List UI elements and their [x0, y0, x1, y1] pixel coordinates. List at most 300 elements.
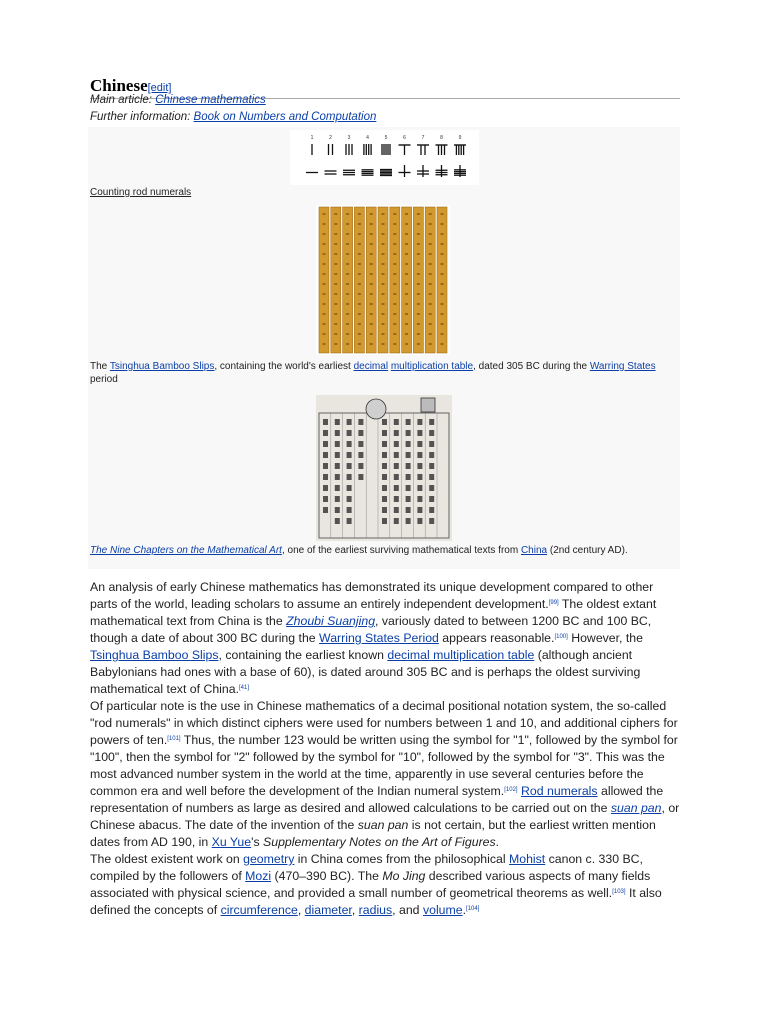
slip-character: [405, 283, 408, 285]
book-character: [358, 441, 363, 447]
slip-character: [370, 233, 373, 235]
book-character: [347, 485, 352, 491]
book-character: [382, 430, 387, 436]
book-character: [335, 441, 340, 447]
book-character: [335, 496, 340, 502]
rod-digit-label: 5: [384, 135, 388, 141]
slip-character: [370, 273, 373, 275]
slip-character: [441, 303, 444, 305]
slip-character: [405, 333, 408, 335]
slip-character: [429, 343, 432, 345]
book-character: [417, 419, 422, 425]
slip-character: [370, 333, 373, 335]
slip-character: [429, 223, 432, 225]
slip-character: [382, 263, 385, 265]
inline-link[interactable]: multiplication table: [390, 361, 474, 372]
book-character: [417, 474, 422, 480]
book-character: [323, 474, 328, 480]
slip-character: [429, 323, 432, 325]
slip-character: [334, 243, 337, 245]
slip-character: [393, 263, 396, 265]
text-run: , and: [392, 903, 423, 917]
slip-character: [405, 293, 408, 295]
slip-character: [441, 253, 444, 255]
book-character: [394, 452, 399, 458]
text-run: It also defined the concepts of: [90, 886, 662, 917]
citation-ref[interactable]: [104]: [466, 906, 480, 912]
bamboo-slip: [413, 207, 423, 353]
further-info-link[interactable]: Book on Numbers and Computation: [193, 111, 377, 123]
slip-character: [441, 313, 444, 315]
book-character: [382, 485, 387, 491]
book-character: [323, 419, 328, 425]
slip-character: [334, 273, 337, 275]
text-run: appears reasonable.: [438, 631, 555, 645]
slip-character: [358, 303, 361, 305]
book-character: [429, 452, 434, 458]
slip-character: [370, 303, 373, 305]
italic-text: suan pan: [357, 818, 409, 832]
slip-character: [441, 213, 444, 215]
text-run: The oldest extant mathematical text from China is the: [90, 597, 657, 628]
slip-character: [417, 313, 420, 315]
slip-character: [334, 253, 337, 255]
book-character: [323, 441, 328, 447]
slip-character: [405, 303, 408, 305]
slip-character: [370, 223, 373, 225]
slip-character: [417, 273, 420, 275]
slip-character: [334, 343, 337, 345]
inline-link[interactable]: Mohist: [509, 852, 546, 866]
bamboo-slip: [331, 207, 341, 353]
slip-character: [382, 213, 385, 215]
slip-character: [393, 253, 396, 255]
slip-character: [417, 243, 420, 245]
book-character: [323, 463, 328, 469]
slip-character: [429, 303, 432, 305]
rod-digit-label: 2: [329, 135, 332, 141]
slip-character: [334, 313, 337, 315]
book-character: [429, 430, 434, 436]
slip-character: [370, 343, 373, 345]
slip-character: [382, 313, 385, 315]
text-run: , or Chinese abacus. The date of the invention of the: [90, 801, 680, 832]
slip-character: [405, 343, 408, 345]
slip-character: [334, 263, 337, 265]
text-run: .: [462, 903, 467, 917]
slip-character: [429, 283, 432, 285]
slip-character: [393, 323, 396, 325]
text-run: period: [90, 374, 118, 385]
text-run: , variously dated to between 1200 BC and 100 BC, though a date of about 300 BC during the: [90, 614, 652, 645]
book-character: [323, 430, 328, 436]
slip-character: [323, 293, 326, 295]
slip-character: [346, 263, 349, 265]
slip-character: [405, 263, 408, 265]
book-character: [394, 518, 399, 524]
slip-character: [370, 283, 373, 285]
book-character: [406, 430, 411, 436]
book-character: [358, 463, 363, 469]
inline-link[interactable]: geometry: [243, 852, 295, 866]
text-run: Of particular note is the use in Chinese mathematics of a decimal positional notation system, the so-called "rod numerals" in which distinct ciphers were used for numbers between 1 and 10, and additional ciphers for powers of ten.: [90, 699, 678, 747]
slip-character: [370, 313, 373, 315]
paragraph: [90, 698, 680, 851]
slip-character: [323, 263, 326, 265]
slip-character: [417, 263, 420, 265]
text-run: , containing the earliest known: [218, 648, 388, 662]
paragraph: [90, 579, 680, 698]
slip-character: [346, 283, 349, 285]
slip-character: [429, 233, 432, 235]
slip-character: [323, 273, 326, 275]
inline-link[interactable]: Zhoubi Suanjing: [286, 614, 376, 628]
inline-link[interactable]: decimal: [353, 361, 389, 372]
book-character: [323, 485, 328, 491]
slip-character: [405, 213, 408, 215]
slip-character: [382, 293, 385, 295]
slip-character: [393, 333, 396, 335]
book-character: [335, 518, 340, 524]
book-character: [347, 441, 352, 447]
slip-character: [346, 293, 349, 295]
slip-character: [382, 253, 385, 255]
book-character: [406, 452, 411, 458]
slip-character: [334, 283, 337, 285]
book-character: [347, 430, 352, 436]
inline-link[interactable]: Mozi: [245, 869, 272, 883]
main-article-link[interactable]: Chinese mathematics: [155, 94, 266, 106]
text-run: canon c. 330 BC, compiled by the followers of: [90, 852, 643, 883]
inline-link[interactable]: The Nine Chapters on the Mathematical Art: [90, 545, 282, 556]
citation-ref[interactable]: [41]: [239, 685, 250, 691]
text-run: The oldest existent work on: [90, 852, 244, 866]
inline-link[interactable]: decimal multiplication table: [387, 648, 535, 662]
slip-character: [393, 243, 396, 245]
book-character: [358, 452, 363, 458]
slip-character: [323, 223, 326, 225]
book-character: [358, 430, 363, 436]
paragraph: [90, 851, 680, 919]
book-character: [429, 474, 434, 480]
book-character: [382, 463, 387, 469]
book-character: [417, 441, 422, 447]
slip-character: [393, 273, 396, 275]
slip-character: [441, 263, 444, 265]
nine-chapters-book-image[interactable]: [316, 395, 452, 541]
slip-character: [382, 343, 385, 345]
rod-digit-label: 6: [403, 135, 406, 141]
slip-character: [382, 223, 385, 225]
slip-character: [429, 253, 432, 255]
book-character: [417, 430, 422, 436]
book-character: [417, 452, 422, 458]
book-character: [429, 496, 434, 502]
slip-character: [323, 323, 326, 325]
slip-character: [429, 313, 432, 315]
slip-character: [358, 283, 361, 285]
slip-character: [334, 223, 337, 225]
slip-character: [441, 293, 444, 295]
slip-character: [405, 323, 408, 325]
inline-link[interactable]: Tsinghua Bamboo Slips: [109, 361, 215, 372]
slip-character: [358, 323, 361, 325]
rod-numerals-caption-link[interactable]: Counting rod numerals: [90, 187, 192, 198]
bamboo-slips-caption: [90, 360, 678, 386]
slip-character: [441, 233, 444, 235]
book-character: [382, 496, 387, 502]
slip-character: [429, 213, 432, 215]
slip-character: [334, 293, 337, 295]
further-info-hatnote: Further information: Book on Numbers and Computation: [90, 111, 377, 123]
slip-character: [370, 263, 373, 265]
text-run: (2nd century AD).: [547, 545, 628, 556]
slip-character: [393, 223, 396, 225]
slip-character: [370, 293, 373, 295]
book-character: [406, 441, 411, 447]
bamboo-slip: [366, 207, 376, 353]
slip-character: [323, 253, 326, 255]
slip-character: [429, 243, 432, 245]
slip-character: [323, 233, 326, 235]
slip-character: [346, 343, 349, 345]
book-character: [394, 474, 399, 480]
book-character: [335, 474, 340, 480]
book-character: [335, 485, 340, 491]
inline-link[interactable]: China: [520, 545, 548, 556]
citation-ref[interactable]: [101]: [167, 736, 181, 742]
slip-character: [393, 343, 396, 345]
book-character: [406, 474, 411, 480]
inline-link[interactable]: Warring States: [589, 361, 656, 372]
book-character: [335, 463, 340, 469]
text-run: (although ancient Babylonians had ones with a base of 60), is dated around 305 BC and is perhaps the oldest surviving mathematical text of China.: [90, 648, 641, 696]
slip-character: [323, 313, 326, 315]
slip-character: [346, 303, 349, 305]
citation-ref[interactable]: [102]: [504, 787, 518, 793]
text-run: The: [90, 361, 110, 372]
slip-character: [405, 273, 408, 275]
text-run: , containing the world's earliest: [214, 361, 354, 372]
counting-rod-numerals-image[interactable]: [290, 130, 479, 185]
book-character: [347, 496, 352, 502]
slip-character: [405, 223, 408, 225]
slip-character: [441, 223, 444, 225]
slip-character: [393, 283, 396, 285]
book-character: [394, 463, 399, 469]
inline-link[interactable]: Tsinghua Bamboo Slips: [90, 648, 219, 662]
text-run: .: [495, 835, 500, 849]
book-character: [382, 452, 387, 458]
slip-character: [417, 283, 420, 285]
slip-character: [382, 333, 385, 335]
book-character: [347, 474, 352, 480]
slip-character: [429, 273, 432, 275]
slip-character: [346, 233, 349, 235]
book-character: [347, 507, 352, 513]
bamboo-slip: [343, 207, 353, 353]
book-character: [429, 463, 434, 469]
article-body: [90, 579, 680, 919]
slip-character: [370, 253, 373, 255]
slip-character: [441, 283, 444, 285]
inline-link[interactable]: diameter: [304, 903, 352, 917]
book-character: [406, 496, 411, 502]
slip-character: [323, 343, 326, 345]
text-run: in China comes from the philosophical: [294, 852, 509, 866]
slip-character: [417, 213, 420, 215]
inline-link[interactable]: Rod numerals: [521, 784, 598, 798]
slip-character: [334, 233, 337, 235]
slip-character: [346, 243, 349, 245]
slip-character: [334, 303, 337, 305]
book-character: [382, 518, 387, 524]
book-character: [429, 419, 434, 425]
book-character: [417, 496, 422, 502]
slip-character: [417, 223, 420, 225]
inline-link[interactable]: volume: [422, 903, 463, 917]
book-character: [429, 441, 434, 447]
slip-character: [382, 323, 385, 325]
bamboo-slip: [390, 207, 400, 353]
slip-character: [358, 253, 361, 255]
slip-character: [370, 213, 373, 215]
slip-character: [382, 273, 385, 275]
book-character: [323, 452, 328, 458]
slip-character: [346, 333, 349, 335]
book-character: [358, 419, 363, 425]
slip-character: [358, 243, 361, 245]
slip-character: [346, 273, 349, 275]
main-article-hatnote: Main article: Chinese mathematics: [90, 94, 266, 106]
book-character: [394, 496, 399, 502]
slip-character: [358, 213, 361, 215]
slip-character: [323, 303, 326, 305]
tsinghua-bamboo-slips-image[interactable]: [316, 205, 450, 355]
text-run: described various aspects of many fields associated with physical science, and provided a small number of geometrical theorems as well.: [90, 869, 651, 900]
text-run: , dated 305 BC during the: [473, 361, 590, 372]
slip-character: [358, 343, 361, 345]
bamboo-slip: [437, 207, 447, 353]
book-character: [406, 518, 411, 524]
book-character: [323, 507, 328, 513]
citation-ref[interactable]: [103]: [612, 889, 626, 895]
book-character: [335, 430, 340, 436]
text-run: is not certain, but the earliest written mention dates from AD 190, in: [90, 818, 656, 849]
book-character: [335, 507, 340, 513]
slip-character: [346, 323, 349, 325]
slip-character: [405, 243, 408, 245]
inline-link[interactable]: radius: [358, 903, 393, 917]
italic-text: Supplementary Notes on the Art of Figures: [263, 835, 496, 849]
slip-character: [441, 333, 444, 335]
rod-digit-label: 7: [421, 135, 425, 141]
bamboo-slip: [425, 207, 435, 353]
slip-character: [334, 333, 337, 335]
book-character: [417, 485, 422, 491]
inline-link[interactable]: Xu Yue: [211, 835, 252, 849]
slip-character: [358, 263, 361, 265]
rod-digit-label: 8: [440, 135, 443, 141]
book-character: [382, 441, 387, 447]
book-character: [394, 419, 399, 425]
slip-character: [346, 313, 349, 315]
slip-character: [334, 323, 337, 325]
slip-character: [429, 293, 432, 295]
inline-link[interactable]: Warring States Period: [319, 631, 439, 645]
edit-link[interactable]: [edit]: [147, 82, 172, 94]
book-character: [382, 474, 387, 480]
book-character: [406, 463, 411, 469]
book-character: [417, 518, 422, 524]
book-character: [358, 474, 363, 480]
slip-character: [441, 273, 444, 275]
book-character: [394, 430, 399, 436]
slip-character: [441, 343, 444, 345]
slip-character: [358, 223, 361, 225]
citation-ref[interactable]: [99]: [548, 600, 559, 606]
book-character: [347, 452, 352, 458]
nine-chapters-caption: [90, 544, 678, 557]
bamboo-slip: [402, 207, 412, 353]
slip-character: [405, 233, 408, 235]
slip-character: [405, 313, 408, 315]
slip-character: [323, 333, 326, 335]
seal-stamp: [421, 398, 435, 412]
slip-character: [393, 293, 396, 295]
slip-character: [382, 283, 385, 285]
text-run: ,: [351, 903, 359, 917]
slip-character: [323, 243, 326, 245]
text-run: allowed the representation of numbers as large as desired and allowed calculations to be carried out on the: [90, 784, 664, 815]
text-run: (470–390 BC). The: [271, 869, 383, 883]
slip-character: [358, 333, 361, 335]
book-character: [406, 507, 411, 513]
citation-ref[interactable]: [100]: [554, 634, 568, 640]
slip-character: [417, 253, 420, 255]
slip-character: [346, 223, 349, 225]
slip-character: [346, 213, 349, 215]
slip-character: [429, 333, 432, 335]
text-run: An analysis of early Chinese mathematics has demonstrated its unique development compared to other parts of the world, leading scholars to assume an entirely independent development.: [90, 580, 654, 611]
book-character: [323, 496, 328, 502]
book-character: [347, 463, 352, 469]
slip-character: [417, 343, 420, 345]
bamboo-slip: [378, 207, 388, 353]
book-character: [394, 507, 399, 513]
slip-character: [358, 313, 361, 315]
slip-character: [323, 283, 326, 285]
slip-character: [382, 243, 385, 245]
slip-character: [358, 293, 361, 295]
inline-link[interactable]: circumference: [220, 903, 298, 917]
book-character: [406, 419, 411, 425]
book-character: [347, 518, 352, 524]
inline-link[interactable]: suan pan: [610, 801, 662, 815]
slip-character: [382, 303, 385, 305]
book-character: [406, 485, 411, 491]
book-character: [335, 452, 340, 458]
rod-digit-label: 4: [366, 135, 369, 141]
text-run: However, the: [567, 631, 643, 645]
slip-character: [393, 303, 396, 305]
slip-character: [323, 213, 326, 215]
slip-character: [417, 303, 420, 305]
slip-character: [441, 243, 444, 245]
slip-character: [405, 253, 408, 255]
slip-character: [429, 263, 432, 265]
slip-character: [417, 333, 420, 335]
